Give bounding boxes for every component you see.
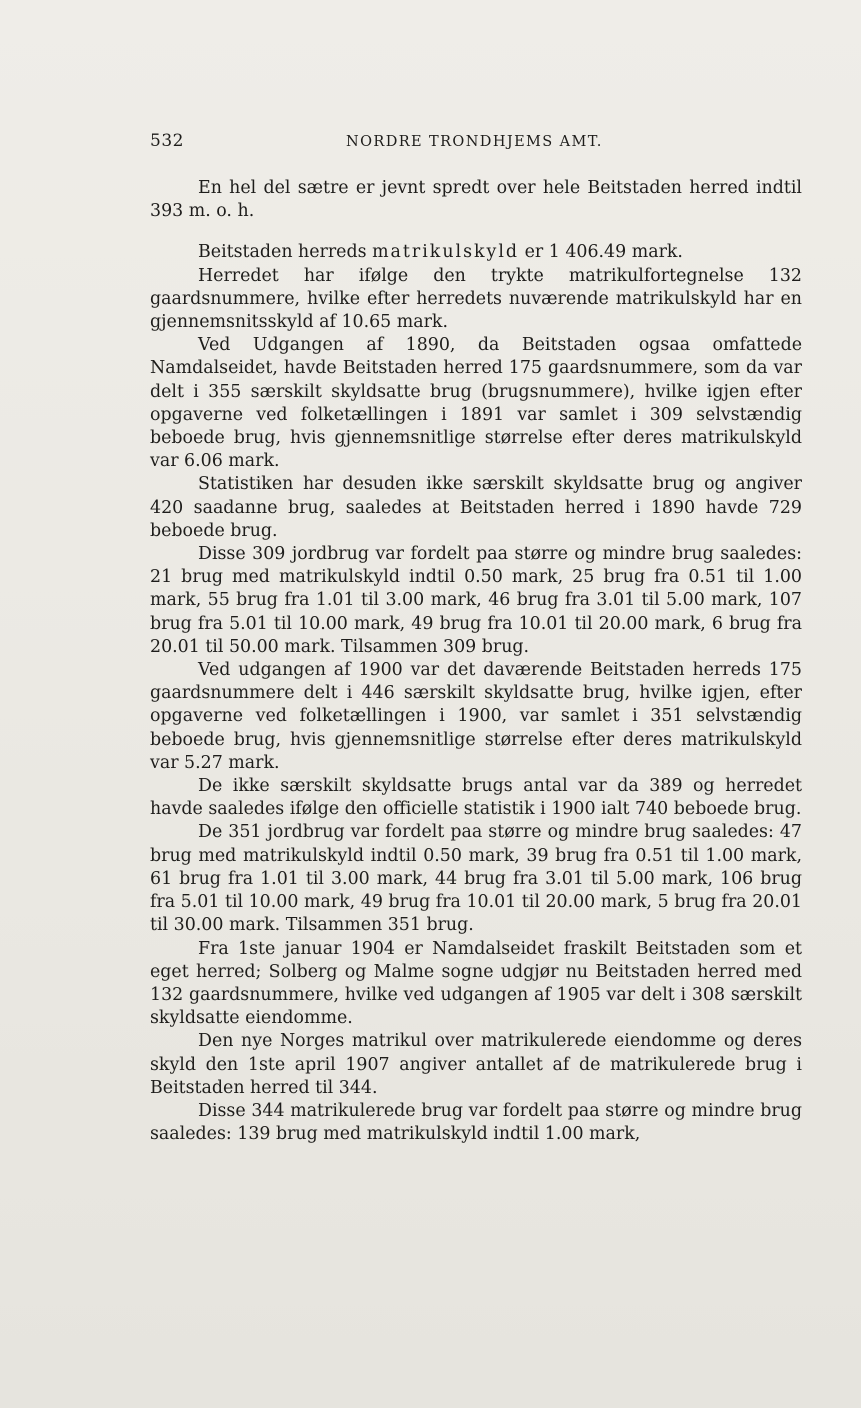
paragraph: Ved Udgangen af 1890, da Beitstaden ogsaa omfattede Namdalseidet, havde Beitstaden herred 175 gaardsnummere, som da var delt i 355 særskilt skyldsatte brug (brugsnummere), hvilke igjen efter opgaverne ved folketællingen i 1891 var samlet i 309 selvstændig beboede brug, hvis gjennemsnitlige størrelse efter deres matrikulskyld var 6.06 mark. [150,335,802,472]
paragraph: Statistiken har desuden ikke særskilt skyldsatte brug og angiver 420 saadanne brug, saaledes at Beitstaden herred i 1890 havde 729 beboede brug. [150,474,802,541]
paragraph-lead: Beitstaden herreds [198,242,373,263]
paragraph: Fra 1ste januar 1904 er Namdalseidet fraskilt Beitstaden som et eget herred; Solberg og Malme sogne udgjør nu Beitstaden herred med 132 gaardsnummere, hvilke ved udgangen af 1905 var delt i 308 særskilt skyldsatte eiendomme. [150,938,802,1029]
paragraph: Herredet har ifølge den trykte matrikulfortegnelse 132 gaardsnummere, hvilke efter herredets nuværende matrikulskyld har en gjennemsnitsskyld af 10.65 mark. [150,265,802,333]
page-number: 532 [150,131,184,151]
paragraph: De ikke særskilt skyldsatte brugs antal var da 389 og herredet havde saaledes ifølge den officielle statistik i 1900 ialt 740 beboede brug. [150,776,802,820]
paragraph: De 351 jordbrug var fordelt paa større og mindre brug saaledes: 47 brug med matrikulskyld indtil 0.50 mark, 39 brug fra 0.51 til 1.00 mark, 61 brug fra 1.01 til 3.00 mark, 44 brug fra 3.01 til 5.00 mark, 106 brug fra 5.01 til 10.00 mark, 49 brug fra 10.01 til 20.00 mark, 5 brug fra 20.01 til 30.00 mark. Tilsammen 351 brug. [150,822,802,936]
paragraph: Ved udgangen af 1900 var det daværende Beitstaden herreds 175 gaardsnummere delt i 446 særskilt skyldsatte brug, hvilke igjen, efter opgaverne ved folketællingen i 1900, var samlet i 351 selvstændig beboede brug, hvis gjennemsnitlige størrelse efter deres matrikulskyld var 5.27 mark. [150,660,802,773]
emphasis-term: matrikulskyld [372,242,520,263]
body-text [150,177,802,1146]
paragraph: En hel del sætre er jevnt spredt over hele Beitstaden herred indtil 393 m. o. h. [150,178,802,222]
paragraph-tail: er 1 406.49 mark. [519,242,683,263]
paragraph: Den nye Norges matrikul over matrikulerede eiendomme og deres skyld den 1ste april 1907 angiver antallet af de matrikulerede brug i Beitstaden herred til 344. [150,1031,802,1098]
running-head: NORDRE TRONDHJEMS AMT. [346,134,603,150]
paragraph: Disse 309 jordbrug var fordelt paa større og mindre brug saaledes: 21 brug med matrikulskyld indtil 0.50 mark, 25 brug fra 0.51 til 1.00 mark, 55 brug fra 1.01 til 3.00 mark, 46 brug fra 3.01 til 5.00 mark, 107 brug fra 5.01 til 10.00 mark, 49 brug fra 10.01 til 20.00 mark, 6 brug fra 20.01 til 50.00 mark. Tilsammen 309 brug. [150,544,802,657]
paragraph-matrikulskyld [150,241,802,264]
page-header [150,131,802,155]
paragraph: Disse 344 matrikulerede brug var fordelt paa større og mindre brug saaledes: 139 brug med matrikulskyld indtil 1.00 mark, [150,1100,802,1145]
